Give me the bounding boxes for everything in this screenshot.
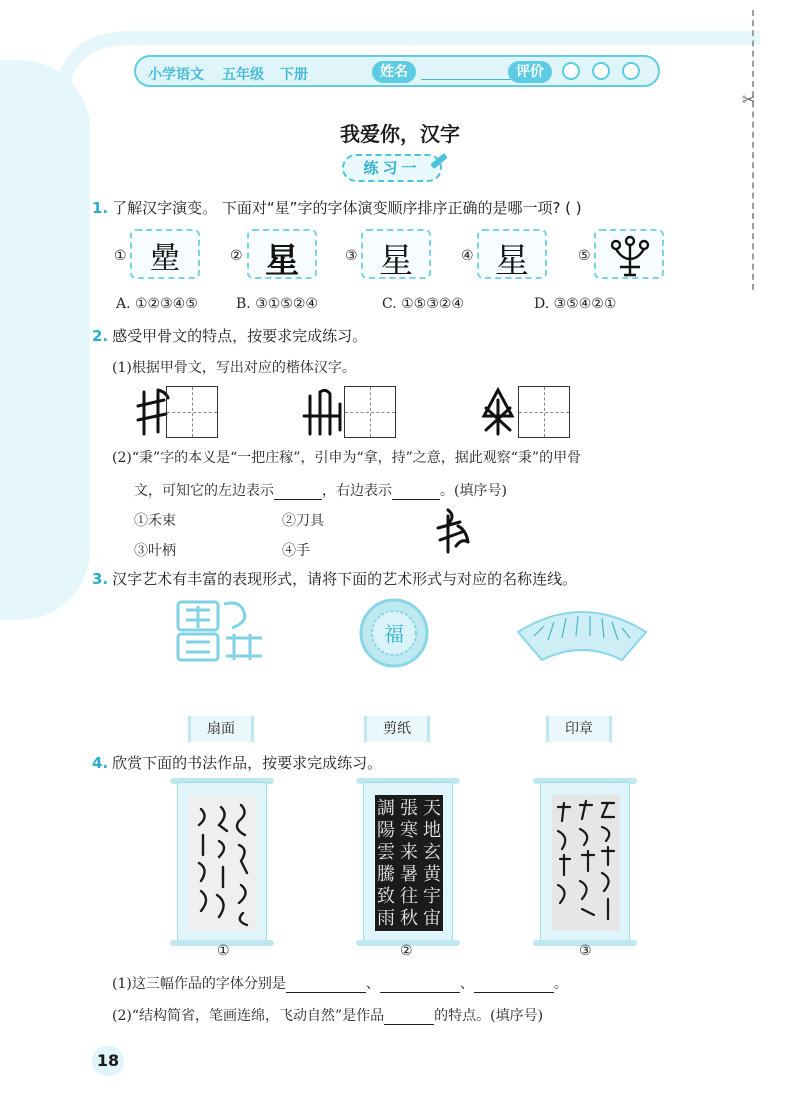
q2-sub2-line2: 文，可知它的左边表示 ，右边表示 。(填序号) (134, 483, 507, 499)
q1-option-b[interactable]: B. ③①⑤②④ (236, 296, 318, 312)
header-subject: 小学语文 (148, 67, 204, 83)
calligraphy-column: 張寒来暑往秋 (400, 798, 418, 929)
q1-glyph-label: ⑤ (578, 248, 591, 264)
q3-prompt: 3. 汉字艺术有丰富的表现形式，请将下面的艺术形式与对应的名称连线。 (92, 570, 578, 588)
q2-sub2-line1: (2)“秉”字的本义是“一把庄稼”，引申为“拿，持”之意，据此观察“秉”的甲骨 (112, 450, 582, 466)
regular-script (375, 795, 443, 931)
q3-label-fan[interactable]: 扇面 (188, 716, 254, 742)
answer-blank-left[interactable] (274, 483, 322, 500)
q1-glyph-box (247, 229, 317, 279)
fan-art (514, 602, 650, 664)
q1-option-a[interactable]: A. ①②③④⑤ (116, 296, 198, 312)
q1-glyph: 曐 (150, 241, 180, 276)
writing-box-1[interactable] (166, 386, 218, 438)
oracle-bing-glyph (434, 506, 472, 556)
oracle-glyph-1 (134, 386, 170, 438)
q1-glyph-label: ④ (461, 248, 474, 264)
q2-choice: ①禾束 (134, 513, 176, 529)
q1-glyph-box (594, 229, 664, 279)
header-bar (134, 55, 660, 87)
name-field[interactable] (421, 79, 511, 80)
page-number: 18 (92, 1046, 124, 1076)
answer-blank-font-2[interactable] (380, 976, 460, 993)
q3-label-papercut[interactable]: 剪纸 (364, 716, 430, 742)
cursive-script (189, 795, 257, 931)
writing-box-2[interactable] (344, 386, 396, 438)
seal-art (174, 598, 268, 664)
q4-prompt: 4. 欣赏下面的书法作品，按要求完成练习。 (92, 754, 383, 772)
q1-glyph-label: ① (114, 248, 127, 264)
papercut-char: 福 (384, 622, 404, 646)
q1-option-c[interactable]: C. ①⑤③②④ (382, 296, 464, 312)
answer-blank-font-1[interactable] (286, 976, 366, 993)
rating-label: 评价 (508, 61, 552, 83)
header-grade: 五年级 (222, 67, 264, 83)
q2-sub1: (1)根据甲骨文，写出对应的楷体汉字。 (112, 360, 356, 376)
sad-face-icon[interactable] (622, 62, 640, 80)
oracle-glyph-3 (478, 386, 518, 438)
q1-oracle-glyph (602, 233, 658, 277)
work-label: ② (400, 943, 413, 959)
calligraphy-work-2 (363, 782, 453, 942)
neutral-face-icon[interactable] (592, 62, 610, 80)
calligraphy-work-1 (177, 782, 267, 942)
q4-sub1: (1)这三幅作品的字体分别是 、 、 。 (112, 976, 568, 992)
answer-blank-font-3[interactable] (474, 976, 554, 993)
oracle-glyph-2 (300, 386, 344, 438)
q1-prompt: 1. 了解汉字演变。 下面对“星”字的字体演变顺序排序正确的是哪一项? ( ) (92, 199, 582, 217)
q1-glyph: 星 (379, 241, 413, 281)
page-title: 我爱你，汉字 (340, 122, 460, 146)
q2-prompt: 2. 感受甲骨文的特点，按要求完成练习。 (92, 327, 368, 345)
q1-glyph: 星 (495, 241, 529, 281)
work-label: ③ (579, 943, 592, 959)
q2-choice: ④手 (282, 543, 310, 559)
q4-sub2: (2)“结构简省，笔画连绵，飞动自然”是作品 的特点。(填序号) (112, 1008, 544, 1024)
q1-glyph-box (130, 229, 200, 279)
calligraphy-work-3 (540, 782, 630, 942)
cut-line (752, 10, 754, 290)
header-volume: 下册 (280, 67, 308, 83)
q1-glyph: 星 (265, 241, 299, 281)
papercut-art (356, 598, 432, 668)
q1-glyph-box (477, 229, 547, 279)
exercise-badge: 练习一 (342, 154, 442, 182)
q2-choice: ②刀具 (282, 513, 324, 529)
happy-face-icon[interactable] (562, 62, 580, 80)
q1-glyph-label: ③ (345, 248, 358, 264)
running-script (552, 795, 620, 931)
work-label: ① (217, 943, 230, 959)
writing-box-3[interactable] (518, 386, 570, 438)
q1-glyph-label: ② (230, 248, 243, 264)
calligraphy-column: 調陽雲騰致雨 (377, 798, 395, 929)
q1-option-d[interactable]: D. ③⑤④②① (534, 296, 617, 312)
name-label: 姓名 (372, 61, 416, 83)
answer-blank-right[interactable] (392, 483, 440, 500)
q1-glyph-box (361, 229, 431, 279)
answer-blank-work[interactable] (384, 1008, 434, 1025)
q2-choice: ③叶柄 (134, 543, 176, 559)
scissors-icon: ✂ (742, 90, 756, 109)
calligraphy-column: 天地玄黄宇宙 (423, 798, 441, 929)
q3-label-seal[interactable]: 印章 (546, 716, 612, 742)
